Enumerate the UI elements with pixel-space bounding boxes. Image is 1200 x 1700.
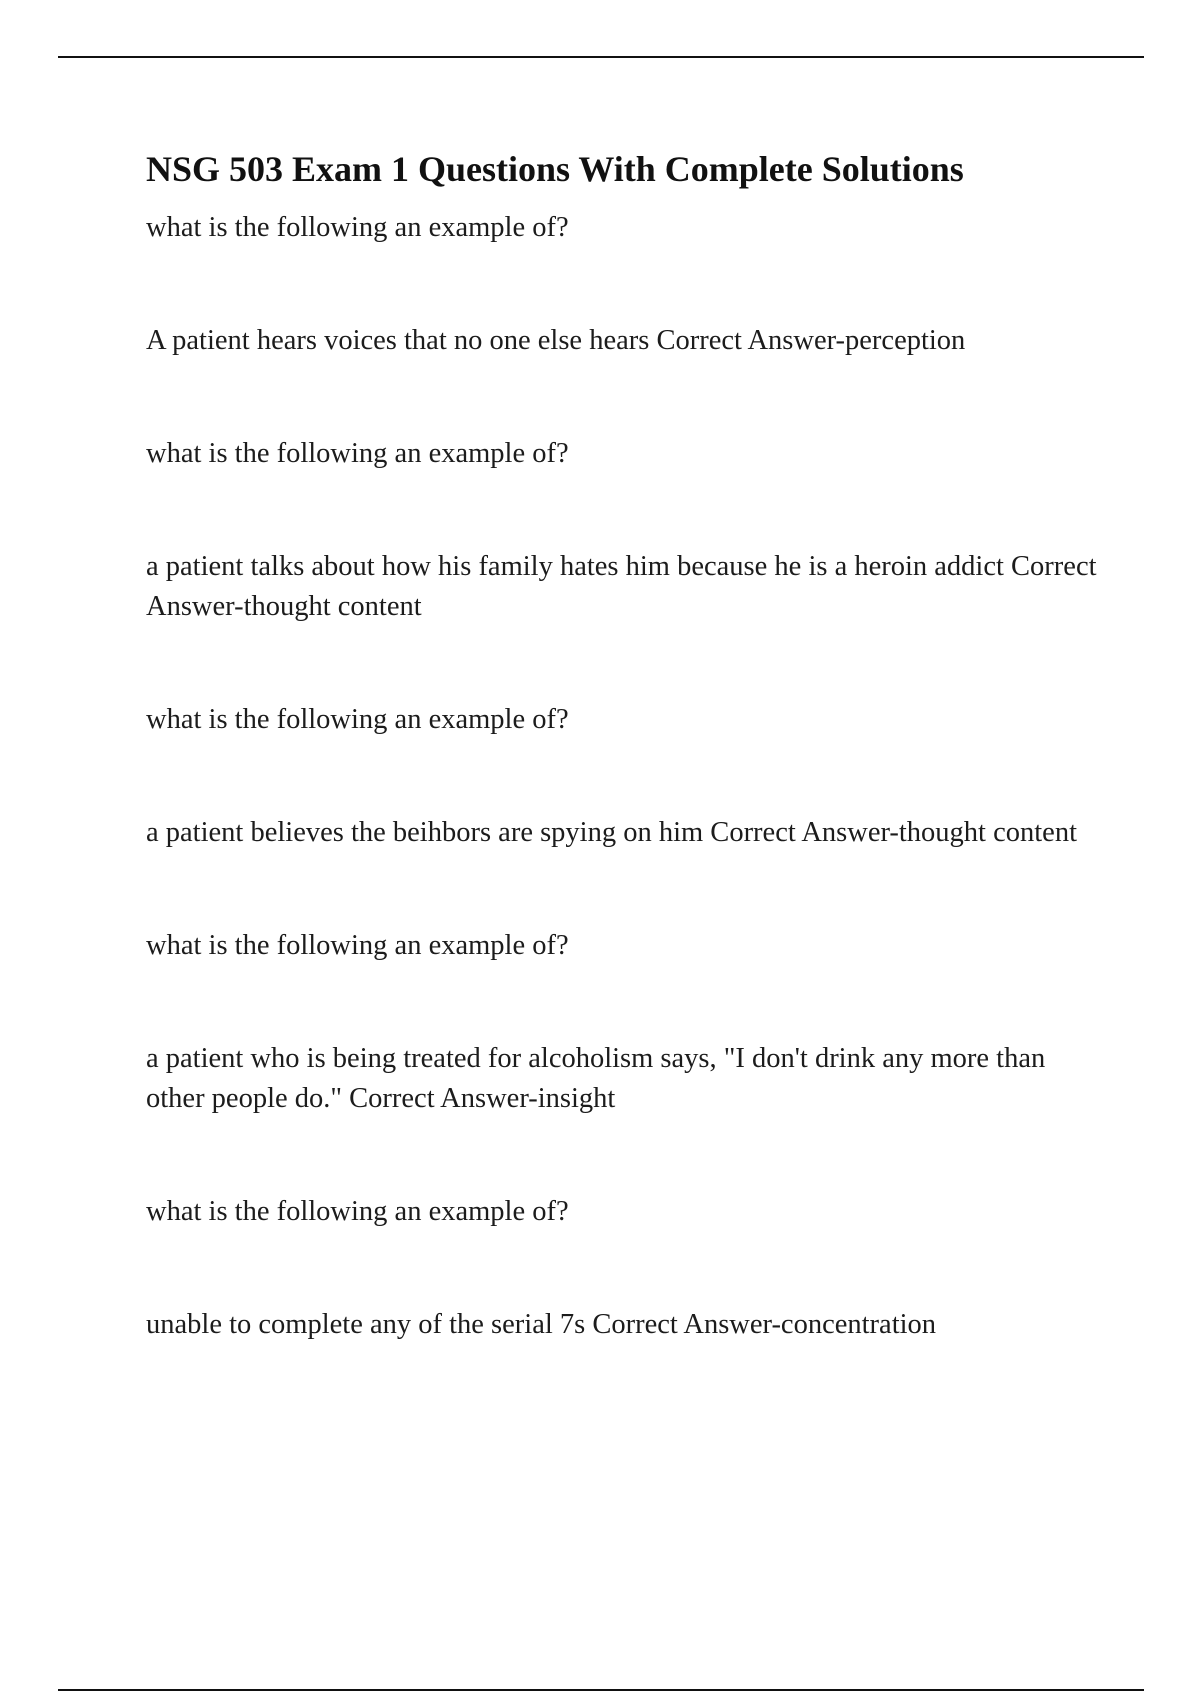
answer-text: unable to complete any of the serial 7s Correct Answer-concentration <box>146 1309 937 1340</box>
document-body <box>146 140 1106 1345</box>
qa-item <box>146 1192 1106 1345</box>
question-text: what is the following an example of? <box>146 212 569 243</box>
answer-text: a patient who is being treated for alcoholism says, "I don't drink any more than other people do." Correct Answer-insight <box>146 1043 1046 1114</box>
qa-item <box>146 434 1106 627</box>
answer-text: A patient hears voices that no one else hears Correct Answer-perception <box>146 325 966 356</box>
page-title: NSG 503 Exam 1 Questions With Complete Solutions <box>146 149 964 189</box>
question-text: what is the following an example of? <box>146 930 569 961</box>
answer-text: a patient talks about how his family hates him because he is a heroin addict Correct Answer-thought content <box>146 551 1097 622</box>
answer-text: a patient believes the beihbors are spying on him Correct Answer-thought content <box>146 817 1077 848</box>
question-text: what is the following an example of? <box>146 704 569 735</box>
qa-item <box>146 700 1106 853</box>
question-text: what is the following an example of? <box>146 438 569 469</box>
qa-item <box>146 208 1106 361</box>
header-rule <box>58 56 1144 58</box>
footer-rule <box>58 1689 1144 1691</box>
qa-item <box>146 926 1106 1119</box>
question-text: what is the following an example of? <box>146 1196 569 1227</box>
